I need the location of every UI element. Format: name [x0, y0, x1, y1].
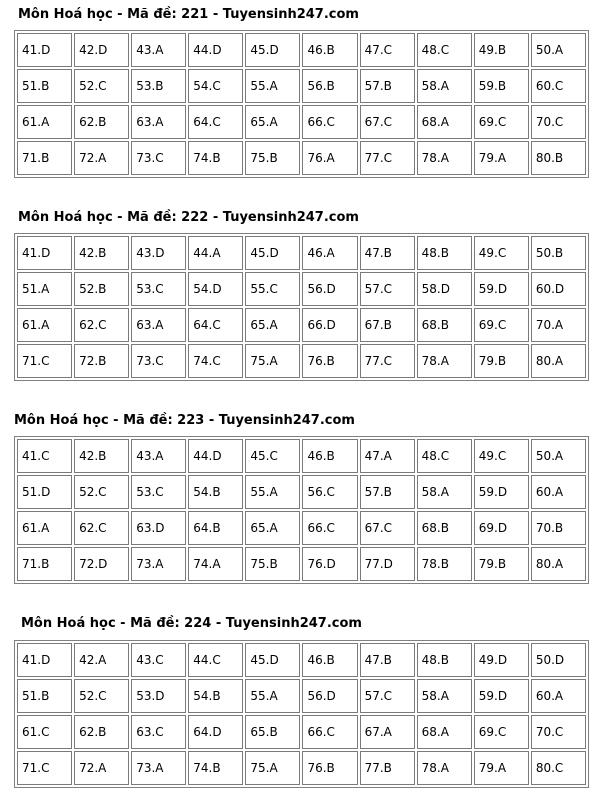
answer-cell: 61.A	[17, 308, 72, 342]
answer-cell: 64.C	[188, 105, 243, 139]
answer-cell: 74.B	[188, 141, 243, 175]
answer-cell: 47.A	[360, 439, 415, 473]
answer-cell: 69.D	[474, 511, 529, 545]
table-row	[17, 272, 586, 306]
answer-cell: 47.B	[360, 236, 415, 270]
answer-table	[14, 436, 589, 584]
answer-cell: 57.C	[360, 272, 415, 306]
answer-key-title: Môn Hoá học - Mã đề: 223 - Tuyensinh247.com	[14, 413, 355, 428]
answer-cell: 62.C	[74, 511, 129, 545]
answer-cell: 44.A	[188, 236, 243, 270]
answer-cell: 52.B	[74, 272, 129, 306]
answer-cell: 70.C	[531, 715, 586, 749]
answer-cell: 77.B	[360, 751, 415, 785]
answer-cell: 52.C	[74, 475, 129, 509]
answer-cell: 47.C	[360, 33, 415, 67]
answer-cell: 76.B	[302, 344, 357, 378]
answer-cell: 49.B	[474, 33, 529, 67]
answer-cell: 78.B	[417, 547, 472, 581]
answer-key-title: Môn Hoá học - Mã đề: 224 - Tuyensinh247.com	[21, 616, 362, 631]
answer-cell: 62.C	[74, 308, 129, 342]
answer-cell: 68.B	[417, 308, 472, 342]
answer-cell: 58.A	[417, 475, 472, 509]
answer-cell: 62.B	[74, 715, 129, 749]
answer-cell: 75.B	[245, 141, 300, 175]
answer-cell: 71.B	[17, 547, 72, 581]
answer-cell: 63.A	[131, 308, 186, 342]
answer-cell: 55.C	[245, 272, 300, 306]
answer-cell: 73.A	[131, 751, 186, 785]
answer-cell: 58.A	[417, 679, 472, 713]
answer-cell: 62.B	[74, 105, 129, 139]
answer-cell: 59.D	[474, 272, 529, 306]
answer-cell: 68.B	[417, 511, 472, 545]
answer-cell: 56.C	[302, 475, 357, 509]
answer-cell: 42.D	[74, 33, 129, 67]
answer-cell: 80.C	[531, 751, 586, 785]
answer-cell: 80.A	[531, 344, 586, 378]
answer-cell: 64.D	[188, 715, 243, 749]
answer-cell: 61.A	[17, 105, 72, 139]
answer-cell: 43.A	[131, 439, 186, 473]
answer-cell: 65.A	[245, 105, 300, 139]
answer-cell: 72.A	[74, 751, 129, 785]
answer-cell: 63.C	[131, 715, 186, 749]
answer-cell: 76.D	[302, 547, 357, 581]
answer-cell: 71.B	[17, 141, 72, 175]
table-row	[17, 439, 586, 473]
answer-cell: 65.B	[245, 715, 300, 749]
answer-cell: 42.B	[74, 439, 129, 473]
answer-cell: 78.A	[417, 141, 472, 175]
answer-cell: 45.C	[245, 439, 300, 473]
answer-cell: 44.D	[188, 439, 243, 473]
answer-cell: 66.C	[302, 715, 357, 749]
answer-cell: 48.C	[417, 33, 472, 67]
answer-cell: 77.C	[360, 141, 415, 175]
answer-cell: 49.C	[474, 236, 529, 270]
answer-cell: 58.A	[417, 69, 472, 103]
answer-cell: 79.A	[474, 141, 529, 175]
answer-cell: 55.A	[245, 679, 300, 713]
answer-cell: 75.A	[245, 344, 300, 378]
answer-cell: 75.B	[245, 547, 300, 581]
answer-cell: 60.A	[531, 475, 586, 509]
answer-cell: 42.B	[74, 236, 129, 270]
answer-cell: 45.D	[245, 643, 300, 677]
answer-cell: 58.D	[417, 272, 472, 306]
answer-cell: 49.C	[474, 439, 529, 473]
answer-cell: 41.D	[17, 236, 72, 270]
answer-cell: 61.A	[17, 511, 72, 545]
answer-cell: 51.A	[17, 272, 72, 306]
answer-cell: 56.D	[302, 272, 357, 306]
table-row	[17, 715, 586, 749]
answer-cell: 65.A	[245, 308, 300, 342]
answer-cell: 80.A	[531, 547, 586, 581]
answer-cell: 46.A	[302, 236, 357, 270]
table-row	[17, 643, 586, 677]
answer-cell: 50.A	[531, 439, 586, 473]
table-row	[17, 547, 586, 581]
answer-cell: 53.C	[131, 475, 186, 509]
answer-cell: 77.C	[360, 344, 415, 378]
answer-cell: 64.C	[188, 308, 243, 342]
table-row	[17, 344, 586, 378]
answer-cell: 48.C	[417, 439, 472, 473]
answer-cell: 60.C	[531, 69, 586, 103]
answer-cell: 57.C	[360, 679, 415, 713]
answer-cell: 77.D	[360, 547, 415, 581]
answer-cell: 48.B	[417, 236, 472, 270]
answer-cell: 76.B	[302, 751, 357, 785]
answer-cell: 66.C	[302, 511, 357, 545]
answer-cell: 73.C	[131, 344, 186, 378]
answer-cell: 53.D	[131, 679, 186, 713]
answer-cell: 41.C	[17, 439, 72, 473]
answer-cell: 54.B	[188, 679, 243, 713]
answer-table	[14, 640, 589, 788]
answer-cell: 42.A	[74, 643, 129, 677]
answer-cell: 78.A	[417, 751, 472, 785]
answer-cell: 68.A	[417, 715, 472, 749]
answer-cell: 65.A	[245, 511, 300, 545]
answer-cell: 41.D	[17, 643, 72, 677]
answer-cell: 57.B	[360, 69, 415, 103]
answer-cell: 50.B	[531, 236, 586, 270]
answer-cell: 74.A	[188, 547, 243, 581]
answer-cell: 46.B	[302, 643, 357, 677]
table-row	[17, 105, 586, 139]
answer-cell: 67.C	[360, 511, 415, 545]
answer-cell: 67.B	[360, 308, 415, 342]
table-row	[17, 751, 586, 785]
table-row	[17, 141, 586, 175]
answer-cell: 79.A	[474, 751, 529, 785]
answer-cell: 73.C	[131, 141, 186, 175]
answer-cell: 70.B	[531, 511, 586, 545]
answer-cell: 55.A	[245, 69, 300, 103]
answer-cell: 46.B	[302, 33, 357, 67]
answer-table	[14, 30, 589, 178]
answer-cell: 69.C	[474, 105, 529, 139]
answer-cell: 59.D	[474, 475, 529, 509]
answer-cell: 63.A	[131, 105, 186, 139]
answer-cell: 53.B	[131, 69, 186, 103]
answer-cell: 48.B	[417, 643, 472, 677]
answer-cell: 74.B	[188, 751, 243, 785]
answer-table	[14, 233, 589, 381]
answer-cell: 43.C	[131, 643, 186, 677]
answer-cell: 71.C	[17, 344, 72, 378]
answer-cell: 61.C	[17, 715, 72, 749]
answer-cell: 54.B	[188, 475, 243, 509]
answer-cell: 79.B	[474, 344, 529, 378]
answer-cell: 66.C	[302, 105, 357, 139]
answer-cell: 70.A	[531, 308, 586, 342]
table-row	[17, 33, 586, 67]
answer-cell: 71.C	[17, 751, 72, 785]
table-row	[17, 69, 586, 103]
answer-cell: 56.D	[302, 679, 357, 713]
answer-cell: 80.B	[531, 141, 586, 175]
answer-cell: 45.D	[245, 236, 300, 270]
answer-cell: 74.C	[188, 344, 243, 378]
answer-cell: 63.D	[131, 511, 186, 545]
answer-cell: 50.D	[531, 643, 586, 677]
answer-cell: 79.B	[474, 547, 529, 581]
answer-cell: 41.D	[17, 33, 72, 67]
answer-cell: 57.B	[360, 475, 415, 509]
answer-cell: 60.A	[531, 679, 586, 713]
answer-cell: 64.B	[188, 511, 243, 545]
answer-cell: 72.D	[74, 547, 129, 581]
answer-cell: 70.C	[531, 105, 586, 139]
table-row	[17, 236, 586, 270]
answer-cell: 53.C	[131, 272, 186, 306]
answer-cell: 45.D	[245, 33, 300, 67]
table-row	[17, 679, 586, 713]
answer-cell: 76.A	[302, 141, 357, 175]
answer-cell: 50.A	[531, 33, 586, 67]
answer-cell: 72.B	[74, 344, 129, 378]
answer-cell: 51.D	[17, 475, 72, 509]
answer-cell: 52.C	[74, 69, 129, 103]
answer-cell: 73.A	[131, 547, 186, 581]
answer-cell: 44.C	[188, 643, 243, 677]
answer-cell: 44.D	[188, 33, 243, 67]
answer-cell: 67.A	[360, 715, 415, 749]
answer-cell: 60.D	[531, 272, 586, 306]
answer-cell: 47.B	[360, 643, 415, 677]
answer-cell: 66.D	[302, 308, 357, 342]
answer-cell: 69.C	[474, 715, 529, 749]
table-row	[17, 511, 586, 545]
answer-cell: 67.C	[360, 105, 415, 139]
table-row	[17, 308, 586, 342]
answer-cell: 72.A	[74, 141, 129, 175]
answer-cell: 56.B	[302, 69, 357, 103]
answer-cell: 69.C	[474, 308, 529, 342]
answer-cell: 46.B	[302, 439, 357, 473]
answer-cell: 68.A	[417, 105, 472, 139]
answer-cell: 59.D	[474, 679, 529, 713]
answer-cell: 43.D	[131, 236, 186, 270]
answer-cell: 43.A	[131, 33, 186, 67]
answer-cell: 49.D	[474, 643, 529, 677]
answer-cell: 59.B	[474, 69, 529, 103]
table-row	[17, 475, 586, 509]
answer-key-title: Môn Hoá học - Mã đề: 221 - Tuyensinh247.com	[18, 7, 359, 22]
answer-cell: 52.C	[74, 679, 129, 713]
answer-cell: 78.A	[417, 344, 472, 378]
answer-cell: 51.B	[17, 679, 72, 713]
answer-cell: 54.C	[188, 69, 243, 103]
answer-key-title: Môn Hoá học - Mã đề: 222 - Tuyensinh247.com	[18, 210, 359, 225]
answer-cell: 75.A	[245, 751, 300, 785]
answer-cell: 55.A	[245, 475, 300, 509]
answer-cell: 54.D	[188, 272, 243, 306]
answer-cell: 51.B	[17, 69, 72, 103]
